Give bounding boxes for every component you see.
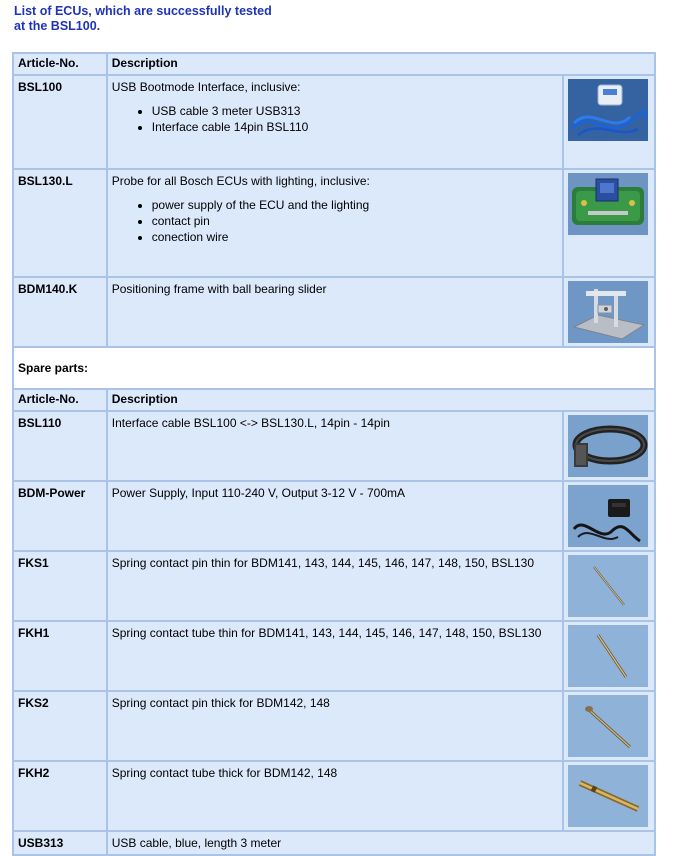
heading-line-2: at the BSL100.: [14, 19, 101, 33]
ribbon-cable-photo-icon[interactable]: [568, 415, 648, 477]
article-number: BDM140.K: [14, 278, 106, 346]
product-image-cell: [564, 278, 654, 346]
spare-parts-row: [14, 348, 654, 388]
product-description: Spring contact pin thin for BDM141, 143, 144, 145, 146, 147, 148, 150, BSL130: [108, 552, 562, 620]
article-number: BSL130.L: [14, 170, 106, 276]
usb-interface-photo-icon[interactable]: [568, 79, 648, 141]
table-row: [14, 412, 654, 480]
thick-tube-photo-icon[interactable]: [568, 765, 648, 827]
heading-line-1: List of ECUs, which are successfully tested: [14, 4, 272, 18]
spare-header-row: [14, 390, 654, 410]
list-item: • power supply of the ECU and the lighting: [152, 197, 558, 213]
table-row: [14, 622, 654, 690]
description-column-header: Description: [108, 390, 654, 410]
article-number: USB313: [14, 832, 106, 854]
article-number: FKH1: [14, 622, 106, 690]
table-row: [14, 482, 654, 550]
product-description: USB cable, blue, length 3 meter: [108, 832, 654, 854]
inclusive-list: [112, 103, 558, 135]
page-heading: [14, 4, 314, 34]
article-column-header: Article-No.: [14, 54, 106, 74]
product-description: [108, 76, 562, 168]
product-description: Spring contact pin thick for BDM142, 148: [108, 692, 562, 760]
product-description: [108, 278, 562, 346]
article-column-header: Article-No.: [14, 390, 106, 410]
article-number: BDM-Power: [14, 482, 106, 550]
product-image-cell: [564, 552, 654, 620]
product-image-cell: [564, 170, 654, 276]
table-header-row: [14, 54, 654, 74]
product-image-cell: [564, 622, 654, 690]
table-row: [14, 552, 654, 620]
product-table: [12, 52, 656, 856]
table-row: [14, 76, 654, 168]
description-text: Probe for all Bosch ECUs with lighting, inclusive:: [111, 174, 370, 188]
product-description: Spring contact tube thick for BDM142, 148: [108, 762, 562, 830]
article-number: BSL110: [14, 412, 106, 480]
product-description: [108, 170, 562, 276]
power-supply-photo-icon[interactable]: [568, 485, 648, 547]
article-number: FKH2: [14, 762, 106, 830]
list-item: • contact pin: [152, 213, 558, 229]
description-text: Positioning frame with ball bearing slider: [111, 282, 327, 296]
inclusive-list: [112, 197, 558, 245]
product-description: Power Supply, Input 110-240 V, Output 3-12 V - 700mA: [108, 482, 562, 550]
thick-pin-photo-icon[interactable]: [568, 695, 648, 757]
article-number: FKS2: [14, 692, 106, 760]
product-description: Interface cable BSL100 <-> BSL130.L, 14pin - 14pin: [108, 412, 562, 480]
thin-tube-photo-icon[interactable]: [568, 625, 648, 687]
table-row: [14, 692, 654, 760]
spare-parts-label: Spare parts:: [14, 348, 654, 388]
article-number: BSL100: [14, 76, 106, 168]
product-description: Spring contact tube thin for BDM141, 143, 144, 145, 146, 147, 148, 150, BSL130: [108, 622, 562, 690]
product-image-cell: [564, 762, 654, 830]
list-item: • Interface cable 14pin BSL110: [152, 119, 558, 135]
probe-board-photo-icon[interactable]: [568, 173, 648, 235]
description-column-header: Description: [108, 54, 654, 74]
positioning-frame-photo-icon[interactable]: [568, 281, 648, 343]
table-row: [14, 278, 654, 346]
table-row: [14, 832, 654, 854]
product-image-cell: [564, 692, 654, 760]
table-row: [14, 762, 654, 830]
list-item: • USB cable 3 meter USB313: [152, 103, 558, 119]
article-number: FKS1: [14, 552, 106, 620]
table-row: [14, 170, 654, 276]
product-image-cell: [564, 76, 654, 168]
thin-pin-photo-icon[interactable]: [568, 555, 648, 617]
product-image-cell: [564, 412, 654, 480]
list-item: • conection wire: [152, 229, 558, 245]
description-text: USB Bootmode Interface, inclusive:: [111, 80, 301, 94]
product-image-cell: [564, 482, 654, 550]
